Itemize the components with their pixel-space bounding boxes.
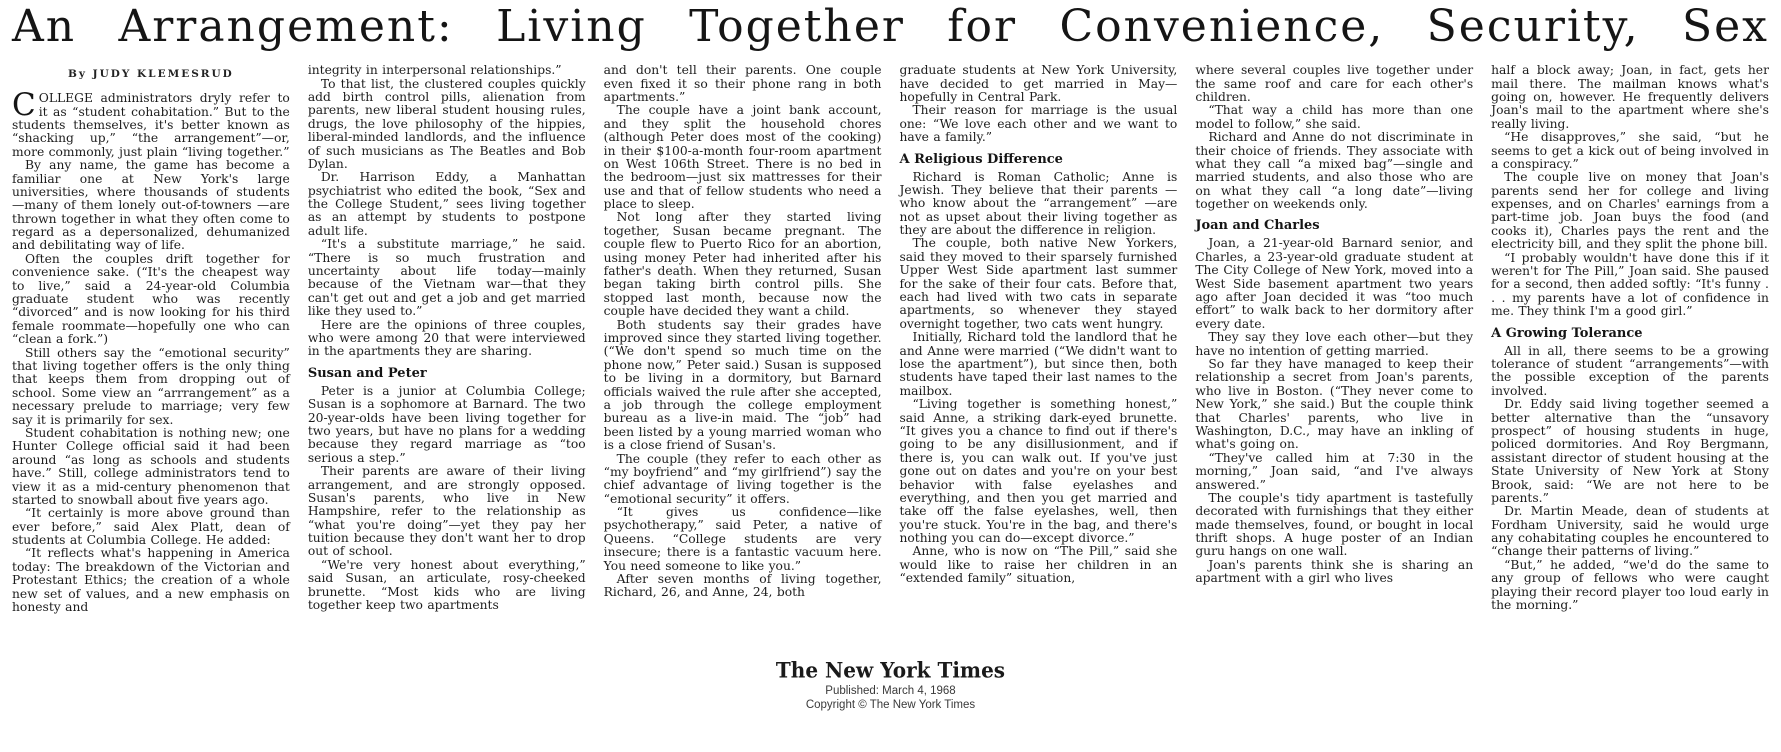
nyt-logo: The New York Times [775, 657, 1006, 683]
article-paragraph: All in all, there seems to be a growing tolerance of student “arrangements”—with the possible exception of the parents involved. [1491, 343, 1769, 398]
drop-cap: C [12, 87, 36, 124]
article-paragraph: Still others say the “emotional security” that living together offers is the only thing that keeps them from dropping out of school. Some view an “arrrangement” as a necessary prelude to marriage; very few say it is primarily for sex. [12, 345, 290, 427]
article-paragraph: Anne, who is now on “The Pill,” said she would like to raise her children in an “extended family” situation, [899, 544, 1178, 586]
article-paragraph: “That way a child has more than one model to follow,” she said. [1195, 103, 1474, 131]
article-paragraph: Dr. Harrison Eddy, a Manhattan psychiatrist who edited the book, “Sex and the College Student,” sees living together as an attempt by students to postpone adult life. [307, 170, 586, 238]
article-paragraph: where several couples live together under the same roof and care for each other's children. [1195, 63, 1474, 104]
article-headline: An Arrangement: Living Together for Convenience, Security, Sex [12, 1, 1769, 52]
article-columns [0, 60, 1781, 656]
section-subhead: Susan and Peter [307, 365, 427, 381]
article-paragraph: Peter is a junior at Columbia College; Susan is a sophomore at Barnard. The two 20-year-olds have been living together for two years, but have no plans for a wedding because they regard marriage as “too serious a step.” [307, 383, 586, 465]
article-paragraph: graduate students at New York University, have decided to get married in May—hopefully in Central Park. [899, 63, 1178, 104]
column-1 [12, 64, 290, 656]
section-subhead: A Growing Tolerance [1491, 325, 1643, 341]
article-paragraph: The couple live on money that Joan's parents send her for college and living expenses, and on Charles' earnings from a part-time job. Joan buys the food (and cooks it), Charles pays the rent and the electricity bill, and they split the phone bill. [1491, 170, 1769, 252]
copyright-notice: Copyright © The New York Times [805, 699, 976, 711]
article-paragraph: integrity in interpersonal relationships.” [307, 63, 562, 78]
article-paragraph: Joan, a 21-year-old Barnard senior, and Charles, a 23-year-old graduate student at The City College of New York, moved into a West Side basement apartment two years ago after Joan decided it was “too much effort” to walk back to her dormitory after every date. [1195, 236, 1474, 331]
article-paragraph: “It certainly is more above ground than ever before,” said Alex Platt, dean of students at Columbia College. He added: [12, 506, 290, 548]
article-paragraph: They say they love each other—but they have no intention of getting married. [1195, 330, 1474, 358]
article-paragraph: Their reason for marriage is the usual one: “We love each other and we want to have a family.” [899, 103, 1178, 145]
article-paragraph: COLLEGE administrators dryly refer to it as “student cohabitation.” But to the students themselves, it's better known as “shacking up,” “the arrangement”—or, more commonly, just plain “living together.” [12, 87, 290, 159]
article-paragraph: So far they have managed to keep their relationship a secret from Joan's parents, who live in Boston. (“They never come to New York,” she said.) But the couple think that Charles' parents, who live in Washington, D.C., may have an inkling of what's going on. [1195, 357, 1474, 452]
article-paragraph: Dr. Martin Meade, dean of students at Fordham University, said he would urge any cohabitating couples he encountered to “change their patterns of living.” [1491, 504, 1769, 559]
column-4 [899, 64, 1177, 656]
article-paragraph: Often the couples drift together for convenience sake. (“It's the cheapest way to live,” said a 24-year-old Columbia graduate student who was recently “divorced” and is now looking for his third female roommate—hopefully one who can “clean a fork.”) [12, 251, 290, 347]
article-paragraph: Student cohabitation is nothing new; one Hunter College official said it had been around “as long as schools and students have.” Still, college administrators tend to view it as a mid-century phenomenon that started to snowball about five years ago. [12, 425, 290, 507]
article-paragraph: “I probably wouldn't have done this if it weren't for The Pill,” Joan said. She paused for a second, then added softly: “It's funny . . . my parents have a lot of confidence in me. They think I'm a good girl.” [1491, 250, 1769, 319]
article-paragraph: “Living together is something honest,” said Anne, a striking dark-eyed brunette. “It gives you a chance to find out if there's going to be any disillusionment, and if there is, you can walk out. If you've just gone out on dates and you're on your best behavior with false eyelashes and everything, and then you get married and take off the false eyelashes, well, then you're stuck. You're in the bag, and there's nothing you can do—except divorce.” [899, 397, 1178, 546]
article-paragraph: and don't tell their parents. One couple even fixed it so their phone rang in both apartments.” [603, 63, 882, 104]
article-paragraph: Their parents are aware of their living arrangement, and are strongly opposed. Susan's parents, who live in New Hampshire, refer to the relationship as “what you're doing”—yet they pay her tuition because they don't want her to drop out of school. [307, 464, 586, 559]
article-paragraph: Richard and Anne do not discriminate in their choice of friends. They associate with what they call “a mixed bag”—single and married students, and also those who are on what they call “a long date”—living together on weekends only. [1195, 130, 1474, 212]
article-paragraph: “It gives us confidence—like psychotherapy,” said Peter, a native of Queens. “College students are very insecure; there is a fantastic vacuum here. You need someone to like you.” [603, 505, 882, 573]
article-paragraph: Dr. Eddy said living together seemed a better alternative than the “unsavory prospect” of housing students in huge, policed dormitories. And Roy Bergmann, assistant director of student housing at the State University of New York at Stony Brook, said: “We are not here to be parents.” [1491, 397, 1769, 505]
column-2 [308, 64, 586, 656]
article-paragraph: The couple (they refer to each other as “my boyfriend” and “my girlfriend”) say the chief advantage of living together is the “emotional security” it offers. [603, 451, 882, 506]
article-paragraph: By any name, the game has become a familiar one at New York's large universities, where thousands of students —many of them lonely out-of-towners —are thrown together in what they often come to regard as a depersonalized, dehumanized and debilitating way of life. [12, 158, 290, 253]
published-date: Published: March 4, 1968 [825, 685, 956, 697]
article-paragraph: The couple, both native New Yorkers, said they moved to their sparsely furnished Upper West Side apartment last summer for the sake of their four cats. Before that, each had lived with two cats in separate apartments, so whenever they stayed overnight together, two cats went hungry. [899, 236, 1178, 331]
article-footer [0, 658, 1781, 711]
article-paragraph: “It reflects what's happening in America today: The breakdown of the Victorian and Protestant Ethics; the creation of a whole new set of values, and a new emphasis on honesty and [12, 546, 290, 615]
article-paragraph: half a block away; Joan, in fact, gets her mail there. The mailman knows what's going on, however. He frequently delivers Joan's mail to the apartment where she's really living. [1491, 63, 1769, 131]
article-paragraph: The couple's tidy apartment is tastefully decorated with furnishings that they either made themselves, found, or bought in local thrift shops. A huge poster of an Indian guru hangs on one wall. [1195, 490, 1474, 559]
article-paragraph: “But,” he added, “we'd do the same to any group of fellows who were caught playing their record player too loud early in the morning.” [1491, 557, 1769, 613]
column-6 [1491, 64, 1769, 656]
article-paragraph: Joan's parents think she is sharing an apartment with a girl who lives [1195, 557, 1474, 586]
article-paragraph: Initially, Richard told the landlord that he and Anne were married (“We didn't want to lose the apartment”), but since then, both students have taped their last names to the mailbox. [899, 330, 1178, 398]
column-3 [604, 64, 882, 656]
article-paragraph: To that list, the clustered couples quickly add birth control pills, alienation from parents, new liberal student housing rules, drugs, the love philosophy of the hippies, liberal-minded landlords, and the influence of such musicians as The Beatles and Bob Dylan. [307, 76, 586, 171]
newspaper-page [0, 2, 1781, 752]
section-subhead: Joan and Charles [1195, 218, 1320, 234]
article-paragraph: After seven months of living together, Richard, 26, and Anne, 24, both [603, 572, 882, 600]
article-paragraph: “He disapproves,” she said, “but he seems to get a kick out of being involved in a conspiracy.” [1491, 130, 1769, 171]
section-subhead: A Religious Difference [899, 151, 1063, 167]
article-paragraph: Here are the opinions of three couples, who were among 20 that were interviewed in the apartments they are sharing. [307, 317, 586, 359]
column-5 [1195, 64, 1473, 656]
article-paragraph: Both students say their grades have improved since they started living together. (“We don't spend so much time on the phone now,” Peter said.) Susan is supposed to be living in a dormitory, but Barnard officials waived the rule after she accepted, a job through the college employment bureau as a live-in maid. The “job” had been listed by a young married woman who is a close friend of Susan's. [603, 317, 882, 453]
article-paragraph: Richard is Roman Catholic; Anne is Jewish. They believe that their parents —who know about the “arrangement” —are not as upset about their living together as they are about the difference in religion. [899, 169, 1178, 238]
article-paragraph: The couple have a joint bank account, and they split the household chores (although Peter does most of the cooking) in their $100-a-month four-room apartment on West 106th Street. There is no bed in the bedroom—just six mattresses for their use and that of fellow students who need a place to sleep. [603, 103, 882, 212]
byline: By JUDY KLEMESRUD [68, 68, 234, 81]
article-paragraph: “We're very honest about everything,” said Susan, an articulate, rosy-cheeked brunette. “Most kids who are living together keep two apartments [307, 557, 586, 613]
article-paragraph: “They've called him at 7:30 in the morning,” Joan said, “and I've always answered.” [1195, 450, 1474, 492]
article-paragraph: Not long after they started living together, Susan became pregnant. The couple flew to Puerto Rico for an abortion, using money Peter had inherited after his father's death. When they returned, Susan began taking birth control pills. She stopped last month, because now the couple have decided they want a child. [603, 210, 882, 319]
article-paragraph: “It's a substitute marriage,” he said. “There is so much frustration and uncertainty about life today—mainly because of the Vietnam war—that they can't get out and get a job and get married like they used to.” [307, 237, 586, 319]
